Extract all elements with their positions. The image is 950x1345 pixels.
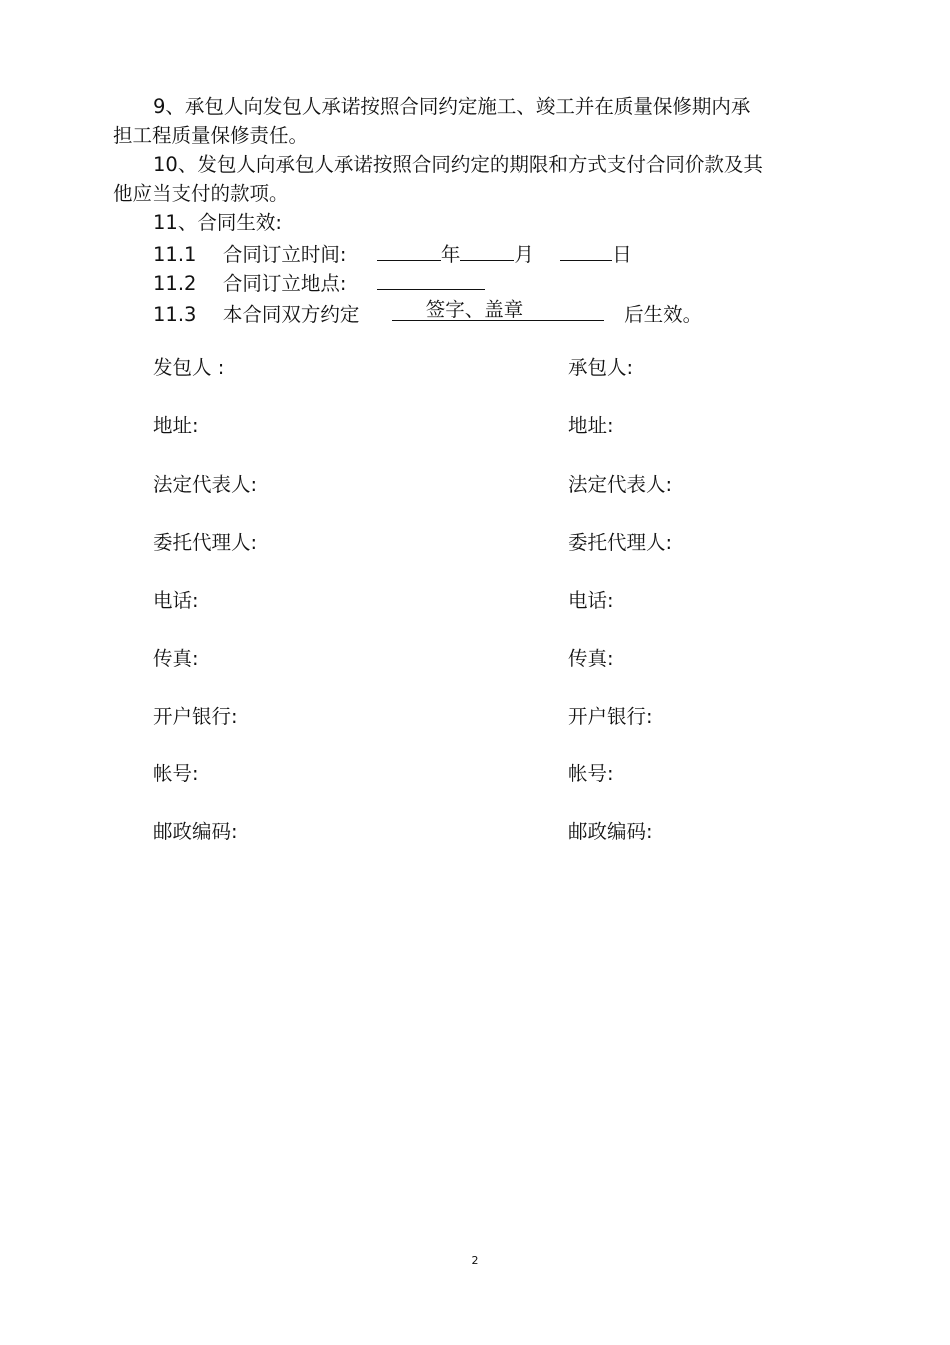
employer-postcode-label: 邮政编码: xyxy=(153,820,238,843)
clause-11-2-label: 合同订立地点: xyxy=(222,272,347,295)
year-label: 年 xyxy=(440,243,461,266)
employer-account-label: 帐号: xyxy=(153,762,199,785)
place-blank xyxy=(377,269,485,290)
clause-11-1-label: 合同订立时间: xyxy=(222,243,347,266)
clause-11-2-number: 11.2 xyxy=(153,272,197,295)
contractor-account-label: 帐号: xyxy=(568,762,614,785)
clause-11-2 xyxy=(153,269,485,296)
month-label: 月 xyxy=(514,243,534,266)
contractor-phone-label: 电话: xyxy=(568,589,614,612)
contractor-bank-label: 开户银行: xyxy=(568,705,653,728)
contractor-address-label: 地址: xyxy=(568,414,614,437)
clause-11-1 xyxy=(153,240,632,267)
employer-agent-label: 委托代理人: xyxy=(153,531,258,554)
employer-fax-label: 传真: xyxy=(153,647,199,670)
contractor-legal-rep-label: 法定代表人: xyxy=(568,473,673,496)
effective-condition-blank xyxy=(392,298,604,321)
clause-10-line-1: 10、发包人向承包人承诺按照合同约定的期限和方式支付合同价款及其 xyxy=(153,153,763,176)
month-blank xyxy=(460,240,514,261)
effective-condition-value: 签字、盖章 xyxy=(425,298,524,321)
clause-11-title: 11、合同生效: xyxy=(153,211,282,234)
contractor-postcode-label: 邮政编码: xyxy=(568,820,653,843)
contractor-fax-label: 传真: xyxy=(568,647,614,670)
contractor-agent-label: 委托代理人: xyxy=(568,531,673,554)
clause-10-line-2: 他应当支付的款项。 xyxy=(113,182,289,205)
clause-9-line-2: 担工程质量保修责任。 xyxy=(113,124,309,147)
contractor-label: 承包人: xyxy=(568,356,634,379)
employer-phone-label: 电话: xyxy=(153,589,199,612)
day-label: 日 xyxy=(612,243,632,266)
clause-11-1-number: 11.1 xyxy=(153,243,197,266)
clause-9-line-1: 9、承包人向发包人承诺按照合同约定施工、竣工并在质量保修期内承 xyxy=(153,95,751,118)
day-blank xyxy=(560,240,612,261)
year-blank xyxy=(377,240,441,261)
employer-address-label: 地址: xyxy=(153,414,199,437)
clause-11-3 xyxy=(153,298,702,327)
employer-label: 发包人 : xyxy=(153,356,225,379)
clause-11-3-label: 本合同双方约定 xyxy=(222,303,360,326)
employer-legal-rep-label: 法定代表人: xyxy=(153,473,258,496)
page-number: 2 xyxy=(471,1254,479,1267)
clause-11-3-number: 11.3 xyxy=(153,303,197,326)
clause-11-3-suffix: 后生效。 xyxy=(624,303,703,326)
employer-bank-label: 开户银行: xyxy=(153,705,238,728)
